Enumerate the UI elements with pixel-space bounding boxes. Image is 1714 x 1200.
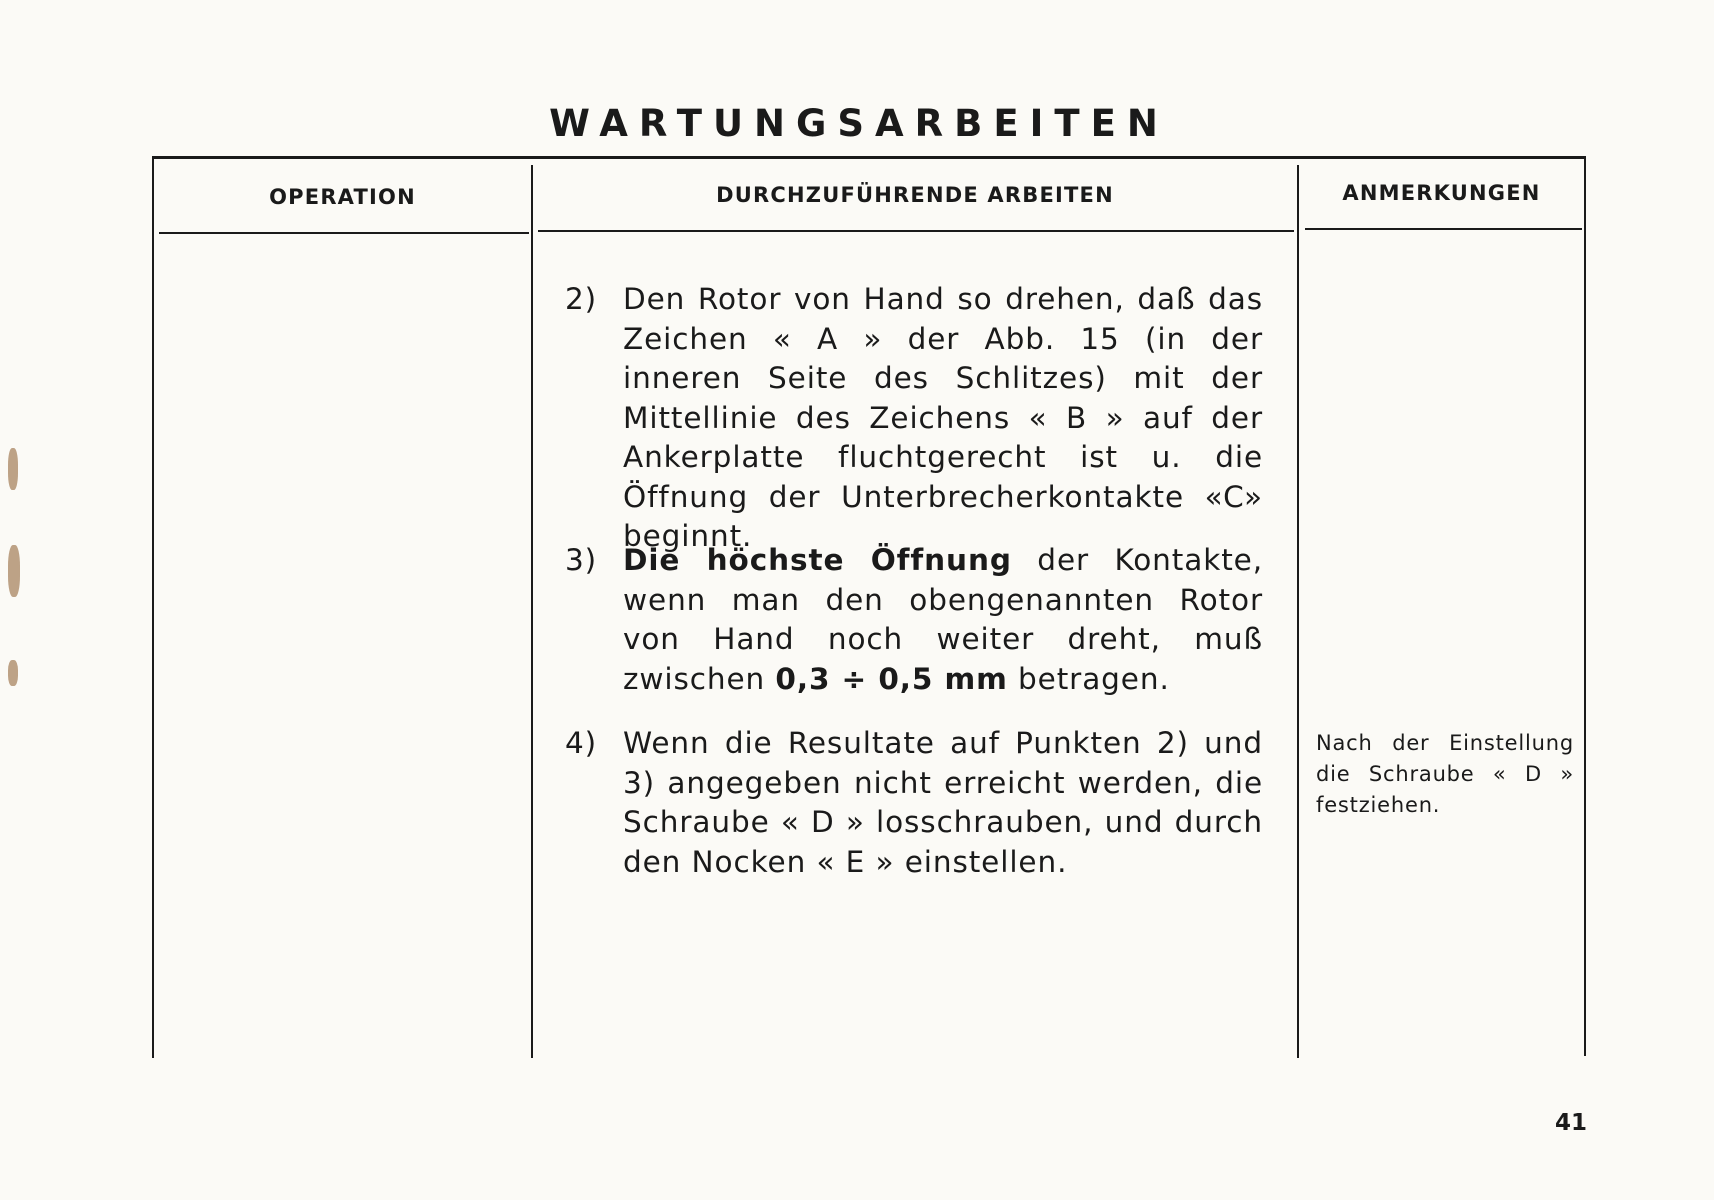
remark-note: Nach der Einstellung die Schraube « D » festziehen.	[1316, 731, 1574, 817]
column-header-arbeiten: DURCHZUFÜHRENDE ARBEITEN	[716, 183, 1114, 207]
step-text-part: betragen.	[1007, 661, 1170, 696]
stain-mark	[8, 660, 18, 686]
column-header-anmerkungen: ANMERKUNGEN	[1342, 181, 1541, 205]
table-top-rule	[152, 156, 1586, 159]
column-header-operation: OPERATION	[269, 185, 416, 209]
table-left-border	[152, 156, 154, 1058]
step-text-part: der Kontakte, wenn man den obengenannten Rotor von Hand noch weiter dreht, muß zwischen	[623, 543, 1263, 696]
step-text-part: Wenn die Resultate auf Punkten 2) und 3) angegeben nicht erreicht werden, die Schraube « D » losschrauben, und durch den Nocken « E » einstellen.	[623, 726, 1263, 879]
page-number: 41	[1555, 1110, 1588, 1136]
step-text-emphasis: Die höchste Öffnung	[623, 543, 1012, 577]
step-item	[565, 280, 1265, 553]
column-divider-1	[531, 165, 533, 1058]
step-text	[623, 541, 1263, 699]
stain-mark	[8, 448, 18, 490]
column-divider-2	[1297, 165, 1299, 1058]
step-number: 4)	[565, 726, 598, 760]
stain-mark	[8, 545, 20, 597]
step-item	[565, 541, 1265, 701]
header-rule-anmerkungen	[1305, 228, 1582, 230]
step-text-part: Den Rotor von Hand so drehen, daß das Zeichen « A » der Abb. 15 (in der inneren Seite des Schlitzes) mit der Mittellinie des Zeichens « B » auf der Ankerplatte fluchtgerecht ist u. die Öffnung der Unterbrecherkontakte «C» beginnt.	[623, 282, 1263, 553]
step-text-emphasis: 0,3 ÷ 0,5 mm	[775, 661, 1008, 696]
step-item	[565, 724, 1265, 884]
step-number: 2)	[565, 282, 598, 316]
step-text	[623, 724, 1263, 882]
header-rule-arbeiten	[538, 230, 1294, 232]
step-number: 3)	[565, 543, 598, 577]
header-rule-operation	[159, 232, 529, 234]
table-right-border	[1584, 156, 1586, 1056]
step-text	[623, 280, 1263, 557]
page-title: WARTUNGSARBEITEN	[549, 102, 1169, 145]
